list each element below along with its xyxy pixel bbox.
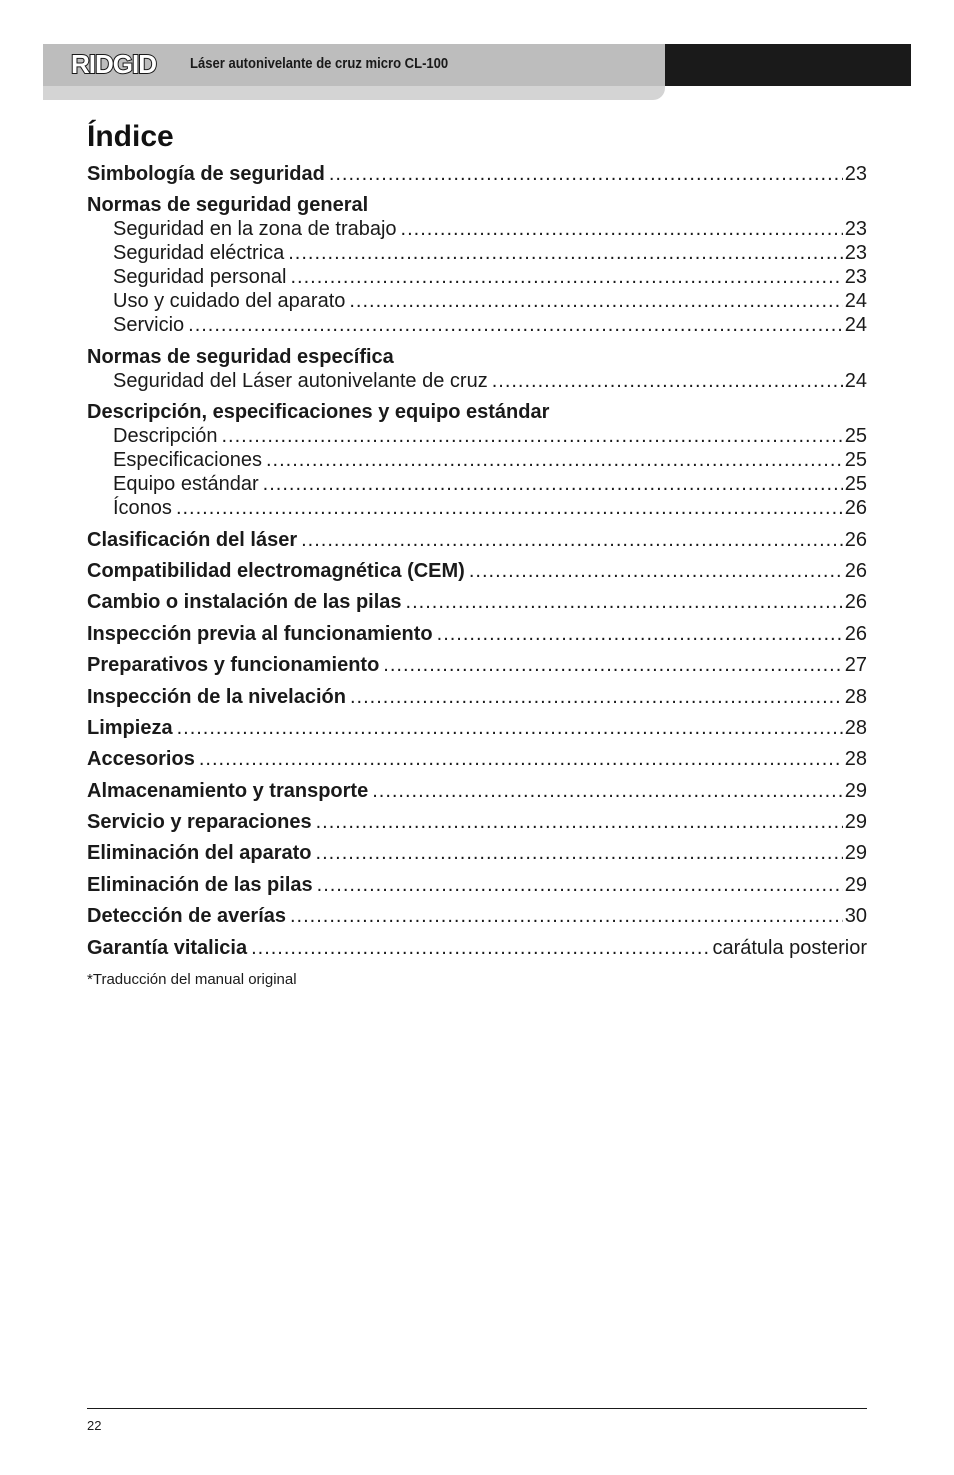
toc-gap (87, 834, 867, 841)
toc-entry-label: Eliminación del aparato (87, 842, 312, 865)
ridgid-logo: RIDGID (71, 49, 156, 79)
dot-leader (251, 936, 710, 960)
toc-gap (87, 614, 867, 621)
toc-gap (87, 583, 867, 590)
toc-sub-entry-label: Seguridad eléctrica (113, 242, 285, 265)
toc-entry-label: Almacenamiento y transporte (87, 779, 369, 802)
toc-gap (87, 646, 867, 653)
toc-sub-entry-page: 25 (844, 449, 867, 472)
dot-leader (437, 622, 843, 646)
toc-entry[interactable] (87, 747, 867, 771)
toc-gap (87, 740, 867, 747)
toc-entry-page: 28 (844, 685, 867, 708)
toc-entry-label: Cambio o instalación de las pilas (87, 591, 402, 614)
toc-sub-entry-label: Descripción (113, 425, 218, 448)
toc-section-heading: Normas de seguridad específica (87, 345, 394, 368)
toc-sub-entry[interactable] (87, 496, 867, 520)
toc-sub-entry-page: 23 (844, 266, 867, 289)
toc-sub-entry-page: 24 (844, 314, 867, 337)
toc-gap (87, 865, 867, 872)
toc-entry[interactable] (87, 810, 867, 834)
toc-sub-entry[interactable] (87, 265, 867, 289)
dot-leader (316, 841, 843, 865)
toc-section-heading: Normas de seguridad general (87, 194, 369, 217)
toc-entry-label: Inspección de la nivelación (87, 685, 346, 708)
toc-sub-entry-page: 24 (844, 369, 867, 392)
dot-leader (266, 448, 843, 472)
dot-leader (263, 472, 843, 496)
toc-sub-entry[interactable] (87, 241, 867, 265)
toc-gap (87, 552, 867, 559)
toc-entry[interactable] (87, 779, 867, 803)
toc-sub-entry[interactable] (87, 448, 867, 472)
header-title: Láser autonivelante de cruz micro CL-100 (190, 56, 449, 72)
toc-entry-page: carátula posterior (712, 936, 867, 959)
toc-sub-entry-page: 25 (844, 473, 867, 496)
toc-entry-label: Clasificación del láser (87, 528, 298, 551)
toc-entry-page: 26 (844, 528, 867, 551)
dot-leader (406, 590, 843, 614)
toc-sub-entry-label: Equipo estándar (113, 473, 259, 496)
toc-sub-entry-label: Especificaciones (113, 449, 262, 472)
dot-leader (290, 265, 842, 289)
toc-sub-entry[interactable] (87, 289, 867, 313)
toc-sub-entry[interactable] (87, 424, 867, 448)
toc-sub-entry[interactable] (87, 313, 867, 337)
toc-entry-page: 29 (844, 873, 867, 896)
toc-entry[interactable] (87, 873, 867, 897)
toc-entry[interactable] (87, 590, 867, 614)
toc-sub-entry-page: 23 (844, 242, 867, 265)
toc-sub-entry[interactable] (87, 472, 867, 496)
dot-leader (221, 424, 842, 448)
toc-sub-entry-label: Seguridad del Láser autonivelante de cruz (113, 369, 488, 392)
dot-leader (317, 873, 843, 897)
page-header (43, 44, 911, 100)
toc-gap (87, 803, 867, 810)
dot-leader (176, 496, 843, 520)
header-grey-tail (43, 86, 665, 100)
toc-sub-entry-page: 25 (844, 425, 867, 448)
toc-entry-page: 29 (844, 842, 867, 865)
toc-sub-entry-label: Íconos (113, 497, 172, 520)
toc-entry-page: 29 (844, 779, 867, 802)
footnote: *Traducción del manual original (87, 971, 297, 988)
toc-entry-page: 30 (844, 905, 867, 928)
toc-entry-label: Servicio y reparaciones (87, 811, 312, 834)
toc-sub-entry-label: Servicio (113, 314, 185, 337)
toc-entry[interactable] (87, 653, 867, 677)
dot-leader (329, 162, 843, 186)
toc-gap (87, 186, 867, 193)
toc-section-heading: Descripción, especificaciones y equipo estándar (87, 401, 550, 424)
dot-leader (288, 241, 843, 265)
toc-sub-entry[interactable] (87, 217, 867, 241)
toc-entry-label: Preparativos y funcionamiento (87, 654, 380, 677)
toc-gap (87, 928, 867, 935)
toc-entry-page: 29 (844, 811, 867, 834)
dot-leader (401, 217, 843, 241)
toc-entry[interactable] (87, 716, 867, 740)
toc-entry-page: 28 (844, 748, 867, 771)
page-title: Índice (87, 120, 174, 153)
dot-leader (350, 685, 843, 709)
dot-leader (301, 528, 843, 552)
toc-entry-page: 28 (844, 716, 867, 739)
toc-sub-entry-page: 26 (844, 497, 867, 520)
toc-sub-entry-page: 24 (844, 290, 867, 313)
toc-gap (87, 677, 867, 684)
toc-entry-page: 26 (844, 622, 867, 645)
toc-entry-page: 27 (844, 654, 867, 677)
toc-entry[interactable] (87, 622, 867, 646)
dot-leader (492, 369, 843, 393)
toc-entry[interactable] (87, 559, 867, 583)
toc-entry[interactable] (87, 904, 867, 928)
dot-leader (372, 779, 843, 803)
toc-entry-page: 23 (844, 163, 867, 185)
dot-leader (199, 747, 843, 771)
toc-sub-entry-page: 23 (844, 218, 867, 241)
toc-gap (87, 897, 867, 904)
toc-entry-page: 26 (844, 591, 867, 614)
toc-entry-label: Limpieza (87, 716, 173, 739)
toc-entry-label: Inspección previa al funcionamiento (87, 622, 433, 645)
toc-gap (87, 393, 867, 400)
toc-entry-label: Garantía vitalicia (87, 936, 248, 959)
toc-sub-entry-label: Seguridad en la zona de trabajo (113, 218, 397, 241)
toc-entry-label: Accesorios (87, 748, 195, 771)
dot-leader (469, 559, 843, 583)
toc-gap (87, 709, 867, 716)
dot-leader (188, 313, 843, 337)
toc-entry-label: Eliminación de las pilas (87, 873, 313, 896)
header-black-band (665, 44, 911, 86)
toc-entry-label: Simbología de seguridad (87, 163, 325, 185)
toc-entry-label: Compatibilidad electromagnética (CEM) (87, 559, 465, 582)
dot-leader (316, 810, 843, 834)
dot-leader (290, 904, 843, 928)
toc-gap (87, 520, 867, 527)
dot-leader (383, 653, 842, 677)
dot-leader (349, 289, 842, 313)
toc-entry[interactable] (87, 685, 867, 709)
toc-gap (87, 337, 867, 344)
toc-entry[interactable] (87, 162, 867, 186)
dot-leader (177, 716, 843, 740)
toc-sub-entry-label: Uso y cuidado del aparato (113, 290, 346, 313)
toc-entry[interactable] (87, 528, 867, 552)
toc-sub-entry-label: Seguridad personal (113, 266, 287, 289)
toc-sub-entry[interactable] (87, 369, 867, 393)
toc-entry-page: 26 (844, 559, 867, 582)
toc-entry[interactable] (87, 841, 867, 865)
toc-entry[interactable] (87, 936, 867, 960)
table-of-contents (87, 162, 867, 960)
toc-gap (87, 771, 867, 778)
footer-rule (87, 1408, 867, 1409)
toc-entry-label: Detección de averías (87, 905, 286, 928)
page-number: 22 (87, 1418, 102, 1433)
